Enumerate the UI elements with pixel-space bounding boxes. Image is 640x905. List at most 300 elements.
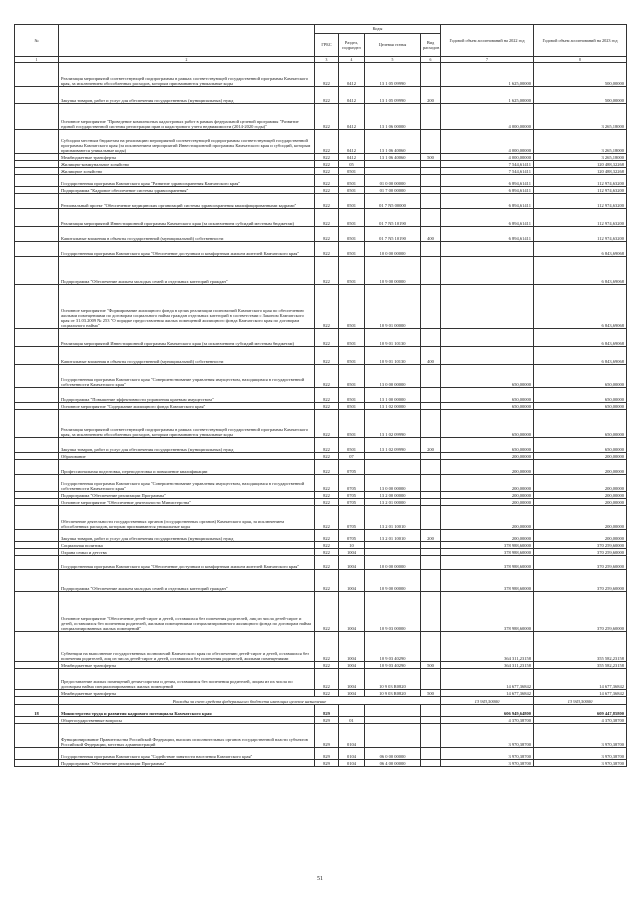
row-2023-cell: 650,00000 xyxy=(534,403,627,410)
row-grbs-cell: 822 xyxy=(315,530,339,542)
row-razdel-cell: 0705 xyxy=(339,506,365,530)
row-razdel-cell: 0412 xyxy=(339,130,365,154)
row-grbs-cell: 829 xyxy=(315,717,339,724)
table-row xyxy=(15,592,627,632)
index-cell: 8 xyxy=(534,57,627,63)
row-2022-cell: 650,00000 xyxy=(441,388,534,403)
row-2023-cell: 3 970,38700 xyxy=(534,748,627,760)
row-razdel-cell: 07 xyxy=(339,453,365,460)
table-row xyxy=(15,175,627,187)
row-grbs-cell: 822 xyxy=(315,227,339,242)
row-razdel-cell: 0412 xyxy=(339,154,365,161)
row-cs-cell: 13 1 02 00000 xyxy=(365,403,421,410)
row-razdel-cell: 0501 xyxy=(339,194,365,209)
table-row xyxy=(15,506,627,530)
row-grbs-cell: 822 xyxy=(315,130,339,154)
row-num-cell xyxy=(15,403,59,410)
row-cs-cell: 01 7 N5 10190 xyxy=(365,227,421,242)
row-grbs-cell: 822 xyxy=(315,104,339,130)
row-vr-cell xyxy=(421,209,441,227)
table-row xyxy=(15,669,627,690)
row-2022-cell: 7 544,61411 xyxy=(441,168,534,175)
row-num-cell xyxy=(15,530,59,542)
row-2023-cell: 14 677,36842 xyxy=(534,669,627,690)
row-grbs-cell: 822 xyxy=(315,175,339,187)
row-grbs-cell: 822 xyxy=(315,690,339,697)
row-razdel-cell: 05 xyxy=(339,161,365,168)
row-grbs-cell: 822 xyxy=(315,403,339,410)
note-section xyxy=(15,697,627,705)
row-2022-cell: 650,00000 xyxy=(441,403,534,410)
row-2022-cell: 650,00000 xyxy=(441,410,534,438)
row-2022-cell xyxy=(441,329,534,347)
row-2023-cell: 120 488,32268 xyxy=(534,168,627,175)
row-razdel-cell: 1004 xyxy=(339,669,365,690)
row-cs-cell: 13 0 00 00000 xyxy=(365,475,421,492)
row-num-cell xyxy=(15,130,59,154)
row-razdel-cell: 1004 xyxy=(339,556,365,570)
table-row xyxy=(15,717,627,724)
row-grbs-cell: 822 xyxy=(315,492,339,499)
row-name-cell: Субвенции на выполнение государственных полномочий Камчатского края по обеспечению детей-сирот и детей, оставшихся без попечения родителей, лиц из числа детей-сирот и детей, оставшихся без попечения родителей, жилыми помещениями xyxy=(59,632,315,662)
row-name-cell: Обеспечение деятельности государственных органов (государственных органов) Камчатского края, за исключением обособленных расходов, которым присваиваются уникальные коды xyxy=(59,506,315,530)
row-cs-cell: 13 0 00 00000 xyxy=(365,365,421,388)
row-grbs-cell: 822 xyxy=(315,506,339,530)
row-grbs-cell: 822 xyxy=(315,209,339,227)
note-num-cell xyxy=(15,697,59,705)
row-name-cell: Закупка товаров, работ и услуг для обеспечения государственных (муниципальных) нужд xyxy=(59,530,315,542)
row-name-cell: Государственная программа Камчатского края "Развитие здравоохранения Камчатского края" xyxy=(59,175,315,187)
federal-note-row xyxy=(15,697,627,705)
table-row xyxy=(15,724,627,748)
row-num-cell: 18 xyxy=(15,705,59,717)
row-grbs-cell: 822 xyxy=(315,460,339,475)
row-num-cell xyxy=(15,161,59,168)
row-num-cell xyxy=(15,662,59,669)
row-cs-cell xyxy=(365,549,421,556)
table-row xyxy=(15,632,627,662)
row-num-cell xyxy=(15,87,59,104)
row-razdel-cell: 0104 xyxy=(339,724,365,748)
row-vr-cell xyxy=(421,570,441,592)
row-name-cell: Подпрограмма "Повышение эффективности управления краевым имуществом" xyxy=(59,388,315,403)
row-vr-cell xyxy=(421,194,441,209)
table-row xyxy=(15,187,627,194)
row-name-cell: Региональный проект "Обеспечение медицинских организаций системы здравоохранения квалифицированными кадрами" xyxy=(59,194,315,209)
table-row xyxy=(15,403,627,410)
row-razdel-cell: 1004 xyxy=(339,662,365,669)
row-cs-cell: 13 1 02 09990 xyxy=(365,438,421,453)
row-grbs-cell: 822 xyxy=(315,388,339,403)
table-row xyxy=(15,570,627,592)
table-row xyxy=(15,227,627,242)
row-2022-cell: 3 970,38700 xyxy=(441,748,534,760)
row-vr-cell xyxy=(421,492,441,499)
row-cs-cell: 10 9 01 00000 xyxy=(365,285,421,329)
row-num-cell xyxy=(15,499,59,506)
row-num-cell xyxy=(15,168,59,175)
row-razdel-cell: 0705 xyxy=(339,492,365,499)
row-num-cell xyxy=(15,632,59,662)
index-cell: 1 xyxy=(15,57,59,63)
table-row xyxy=(15,104,627,130)
row-grbs-cell: 822 xyxy=(315,87,339,104)
index-cell: 2 xyxy=(59,57,315,63)
row-vr-cell: 400 xyxy=(421,347,441,365)
row-vr-cell: 500 xyxy=(421,690,441,697)
row-vr-cell xyxy=(421,724,441,748)
row-2023-cell: 650,00000 xyxy=(534,365,627,388)
row-vr-cell xyxy=(421,63,441,87)
col-razdel-header: Раздел, подраздел xyxy=(339,34,365,57)
table-row xyxy=(15,705,627,717)
table-row xyxy=(15,87,627,104)
row-razdel-cell: 0705 xyxy=(339,530,365,542)
row-num-cell xyxy=(15,438,59,453)
row-2023-cell: 3 265,18000 xyxy=(534,154,627,161)
row-num-cell xyxy=(15,63,59,87)
table-row xyxy=(15,556,627,570)
row-vr-cell: 500 xyxy=(421,154,441,161)
row-name-cell: Основное мероприятие "Обеспечение детей-сирот и детей, оставшихся без попечения родителей, лиц из числа детей-сирот и детей, оставшихся без попечения родителей, жилыми помещениями специализированного жилищного фонда по договорам найма специализированных жилых помещений" xyxy=(59,592,315,632)
row-2023-cell: 500,00000 xyxy=(534,87,627,104)
row-2022-cell: 4 370,38700 xyxy=(441,717,534,724)
row-2022-cell xyxy=(441,285,534,329)
row-name-cell: Государственная программа Камчатского края "Совершенствование управления имуществом, находящимся в государственной собственности Камчатского края" xyxy=(59,475,315,492)
table-row xyxy=(15,530,627,542)
row-cs-cell: 10 9 03 40290 xyxy=(365,632,421,662)
row-razdel-cell: 0501 xyxy=(339,175,365,187)
row-num-cell xyxy=(15,410,59,438)
row-grbs-cell: 822 xyxy=(315,242,339,257)
row-grbs-cell: 822 xyxy=(315,662,339,669)
row-name-cell: Социальная политика xyxy=(59,542,315,549)
row-name-cell: Подпрограмма "Кадровое обеспечение системы здравоохранения" xyxy=(59,187,315,194)
row-name-cell: Реализация мероприятий Инвестиционной программы Камчатского края (за исключением субсидий местным бюджетам) xyxy=(59,209,315,227)
row-cs-cell: 01 0 00 00000 xyxy=(365,175,421,187)
row-num-cell xyxy=(15,690,59,697)
row-2022-cell: 6 894,61411 xyxy=(441,209,534,227)
table-row xyxy=(15,453,627,460)
row-vr-cell: 200 xyxy=(421,87,441,104)
row-vr-cell xyxy=(421,592,441,632)
row-2022-cell: 6 894,61411 xyxy=(441,175,534,187)
row-grbs-cell: 829 xyxy=(315,760,339,767)
table-row xyxy=(15,130,627,154)
row-num-cell xyxy=(15,475,59,492)
row-razdel-cell: 0501 xyxy=(339,365,365,388)
row-razdel-cell: 0501 xyxy=(339,347,365,365)
row-cs-cell: 13 1 02 09990 xyxy=(365,410,421,438)
row-num-cell xyxy=(15,285,59,329)
row-cs-cell: 13 2 01 00000 xyxy=(365,499,421,506)
row-vr-cell: 400 xyxy=(421,227,441,242)
row-name-cell: Жилищное хозяйство xyxy=(59,168,315,175)
row-2023-cell: 3 970,38700 xyxy=(534,760,627,767)
row-vr-cell xyxy=(421,453,441,460)
row-vr-cell: 200 xyxy=(421,530,441,542)
row-cs-cell: 01 7 00 00000 xyxy=(365,187,421,194)
row-vr-cell xyxy=(421,130,441,154)
row-2023-cell: 6 843,69068 xyxy=(534,347,627,365)
row-grbs-cell: 822 xyxy=(315,499,339,506)
row-2023-cell: 120 488,32268 xyxy=(534,161,627,168)
index-cell: 3 xyxy=(315,57,339,63)
row-name-cell: Охрана семьи и детства xyxy=(59,549,315,556)
row-cs-cell xyxy=(365,542,421,549)
row-cs-cell: 13 2 01 10010 xyxy=(365,506,421,530)
row-grbs-cell: 822 xyxy=(315,669,339,690)
row-2022-cell: 650,00000 xyxy=(441,365,534,388)
row-2023-cell: 112 974,63200 xyxy=(534,187,627,194)
row-num-cell xyxy=(15,347,59,365)
table-row xyxy=(15,347,627,365)
row-razdel-cell: 0501 xyxy=(339,209,365,227)
table-header xyxy=(15,25,627,63)
index-cell: 5 xyxy=(365,57,421,63)
row-grbs-cell: 822 xyxy=(315,154,339,161)
row-cs-cell xyxy=(365,161,421,168)
table-row xyxy=(15,168,627,175)
row-cs-cell: 06 0 00 00000 xyxy=(365,748,421,760)
row-name-cell: Подпрограмма "Обеспечение реализации Программы" xyxy=(59,760,315,767)
row-vr-cell xyxy=(421,410,441,438)
row-2022-cell: 14 677,36842 xyxy=(441,669,534,690)
row-2022-cell xyxy=(441,242,534,257)
row-vr-cell xyxy=(421,748,441,760)
row-cs-cell: 13 2 00 00000 xyxy=(365,492,421,499)
row-cs-cell: 10 0 00 00000 xyxy=(365,242,421,257)
col-grbs-header: ГРБС xyxy=(315,34,339,57)
row-grbs-cell: 822 xyxy=(315,329,339,347)
row-2022-cell: 3 970,38700 xyxy=(441,760,534,767)
row-razdel-cell: 0104 xyxy=(339,748,365,760)
row-2022-cell: 200,00000 xyxy=(441,530,534,542)
row-razdel-cell: 0104 xyxy=(339,760,365,767)
row-razdel-cell: 0501 xyxy=(339,285,365,329)
row-2023-cell: 355 582,23158 xyxy=(534,662,627,669)
row-2023-cell: 370 259,60000 xyxy=(534,570,627,592)
row-cs-cell: 06 4 00 00000 xyxy=(365,760,421,767)
row-grbs-cell: 829 xyxy=(315,705,339,717)
row-2023-cell: 3 265,18000 xyxy=(534,104,627,130)
row-2023-cell: 650,00000 xyxy=(534,438,627,453)
table-row xyxy=(15,410,627,438)
row-cs-cell: 13 1 05 09990 xyxy=(365,63,421,87)
row-grbs-cell: 822 xyxy=(315,347,339,365)
row-razdel-cell: 0501 xyxy=(339,403,365,410)
row-vr-cell xyxy=(421,257,441,285)
row-cs-cell xyxy=(365,460,421,475)
row-grbs-cell: 822 xyxy=(315,438,339,453)
table-row xyxy=(15,760,627,767)
row-2023-cell: 4 370,38700 xyxy=(534,717,627,724)
row-num-cell xyxy=(15,748,59,760)
table-row xyxy=(15,194,627,209)
row-2022-cell: 200,00000 xyxy=(441,475,534,492)
row-vr-cell: 500 xyxy=(421,662,441,669)
row-2022-cell: 378 988,60000 xyxy=(441,592,534,632)
row-num-cell xyxy=(15,194,59,209)
row-razdel-cell: 1004 xyxy=(339,592,365,632)
row-razdel-cell: 1004 xyxy=(339,549,365,556)
row-num-cell xyxy=(15,257,59,285)
row-2022-cell xyxy=(441,347,534,365)
row-2023-cell: 370 259,60000 xyxy=(534,556,627,570)
row-2023-cell: 500,00000 xyxy=(534,63,627,87)
table-row xyxy=(15,242,627,257)
row-2023-cell: 370 259,60000 xyxy=(534,592,627,632)
col-vr-header: Вид расходов xyxy=(421,34,441,57)
table-row xyxy=(15,63,627,87)
row-razdel-cell: 01 xyxy=(339,717,365,724)
row-vr-cell xyxy=(421,365,441,388)
row-name-cell: Реализация мероприятий Инвестиционной программы Камчатского края (за исключением субсидий местным бюджетам) xyxy=(59,329,315,347)
row-name-cell: Закупка товаров, работ и услуг для обеспечения государственных (муниципальных) нужд xyxy=(59,87,315,104)
row-cs-cell: 13 1 00 00000 xyxy=(365,388,421,403)
row-2022-cell: 378 988,60000 xyxy=(441,542,534,549)
col-cs-header: Целевая статья xyxy=(365,34,421,57)
budget-sheet xyxy=(14,24,626,767)
row-num-cell xyxy=(15,570,59,592)
row-cs-cell: 10 9 03 00000 xyxy=(365,592,421,632)
row-name-cell: Подпрограмма "Обеспечение жильем молодых семей и отдельных категорий граждан" xyxy=(59,257,315,285)
row-name-cell: Межбюджетные трансферты xyxy=(59,154,315,161)
table-row xyxy=(15,475,627,492)
row-num-cell xyxy=(15,542,59,549)
row-2022-cell: 606 949,64800 xyxy=(441,705,534,717)
row-name-cell: Государственная программа Камчатского края "Обеспечение доступным и комфортным жильем жителей Камчатского края" xyxy=(59,556,315,570)
row-razdel-cell: 0501 xyxy=(339,187,365,194)
table-row xyxy=(15,438,627,453)
row-vr-cell xyxy=(421,161,441,168)
row-cs-cell: 13 1 06 00000 xyxy=(365,104,421,130)
row-cs-cell: 13 2 01 10010 xyxy=(365,530,421,542)
row-vr-cell: 200 xyxy=(421,438,441,453)
row-name-cell: Государственная программа Камчатского края "Совершенствование управления имуществом, находящимся в государственной собственности Камчатского края" xyxy=(59,365,315,388)
row-grbs-cell: 822 xyxy=(315,257,339,285)
row-name-cell: Профессиональная подготовка, переподготовка и повышение квалификации xyxy=(59,460,315,475)
table-row xyxy=(15,329,627,347)
row-2022-cell: 1 625,00000 xyxy=(441,87,534,104)
row-vr-cell xyxy=(421,499,441,506)
row-cs-cell: 10 9 00 00000 xyxy=(365,570,421,592)
row-2022-cell: 6 894,61411 xyxy=(441,187,534,194)
row-2022-cell: 200,00000 xyxy=(441,492,534,499)
row-2022-cell: 364 311,23158 xyxy=(441,632,534,662)
row-name-cell: Капитальные вложения в объекты государственной (муниципальной) собственности xyxy=(59,227,315,242)
federal-note-text: Расходы за счет средств федерального бюджета имеющих целевое назначение xyxy=(59,697,441,705)
row-name-cell: Межбюджетные трансферты xyxy=(59,662,315,669)
row-razdel-cell: 0412 xyxy=(339,87,365,104)
row-grbs-cell: 822 xyxy=(315,453,339,460)
row-2023-cell: 6 843,69068 xyxy=(534,285,627,329)
row-cs-cell xyxy=(365,705,421,717)
row-name-cell: Реализация мероприятий соответствующей подпрограммы в рамках соответствующей государственной программы Камчатского края, за исключением обособленных расходов, которым присваиваются уникальные коды xyxy=(59,410,315,438)
row-vr-cell xyxy=(421,175,441,187)
row-razdel-cell: 0501 xyxy=(339,227,365,242)
row-2022-cell: 364 311,23158 xyxy=(441,662,534,669)
row-2023-cell: 370 259,60000 xyxy=(534,549,627,556)
row-razdel-cell: 0501 xyxy=(339,410,365,438)
row-grbs-cell: 829 xyxy=(315,748,339,760)
row-name-cell: Министерство труда и развития кадрового потенциала Камчатского края xyxy=(59,705,315,717)
row-num-cell xyxy=(15,242,59,257)
row-2023-cell: 200,00000 xyxy=(534,506,627,530)
table-row xyxy=(15,542,627,549)
table-row xyxy=(15,365,627,388)
row-cs-cell: 13 1 06 40060 xyxy=(365,130,421,154)
row-grbs-cell: 822 xyxy=(315,542,339,549)
row-num-cell xyxy=(15,329,59,347)
row-name-cell: Основное мероприятие "Обеспечение деятельности Министерства" xyxy=(59,499,315,506)
federal-note-2022: 13 943,50000 xyxy=(441,697,534,705)
row-2022-cell: 6 894,61411 xyxy=(441,194,534,209)
row-vr-cell xyxy=(421,242,441,257)
row-2022-cell: 200,00000 xyxy=(441,460,534,475)
table-row xyxy=(15,285,627,329)
row-name-cell: Основное мероприятие "Формирование жилищного фонда в целях реализации полномочий Камчатского края по обеспечению жилыми помещениями по договорам социального найма граждан отдельных категорий в соответствии с Законом Камчатского края от 31.03.2009 № 253 "О порядке предоставления жилых помещений жилищного фонда Камчатского края по договорам социального найма" xyxy=(59,285,315,329)
row-name-cell: Предоставление жилых помещений детям-сиротам и детям, оставшимся без попечения родителей, лицам из их числа по договорам найма специализированных жилых помещений xyxy=(59,669,315,690)
row-vr-cell xyxy=(421,187,441,194)
row-num-cell xyxy=(15,209,59,227)
row-vr-cell xyxy=(421,632,441,662)
row-2022-cell xyxy=(441,257,534,285)
row-vr-cell xyxy=(421,549,441,556)
page-number: 51 xyxy=(317,876,323,882)
row-vr-cell xyxy=(421,717,441,724)
row-grbs-cell: 822 xyxy=(315,549,339,556)
row-cs-cell: 10 9 00 00000 xyxy=(365,257,421,285)
col-name-header xyxy=(59,25,315,57)
row-cs-cell: 13 1 06 40060 xyxy=(365,154,421,161)
row-2023-cell: 370 259,60000 xyxy=(534,542,627,549)
row-grbs-cell: 822 xyxy=(315,632,339,662)
row-grbs-cell: 822 xyxy=(315,556,339,570)
row-name-cell: Субсидии местным бюджетам на реализацию мероприятий соответствующей подпрограммы соответствующей государственной программы Камчатского края (за исключением мероприятий Инвестиционной программы Камчатского края и субсидий, которым присваиваются уникальные коды) xyxy=(59,130,315,154)
row-num-cell xyxy=(15,365,59,388)
table-row xyxy=(15,388,627,403)
row-cs-cell: 10 9 01 10130 xyxy=(365,347,421,365)
federal-note-2023: 13 943,50000 xyxy=(534,697,627,705)
row-cs-cell: 01 7 N5 10190 xyxy=(365,209,421,227)
row-num-cell xyxy=(15,724,59,748)
row-razdel-cell: 10 xyxy=(339,542,365,549)
col-2023-header: Годовой объем ассигнований на 2023 год xyxy=(534,25,627,57)
row-name-cell: Образование xyxy=(59,453,315,460)
row-grbs-cell: 822 xyxy=(315,365,339,388)
row-razdel-cell: 0501 xyxy=(339,168,365,175)
table-row xyxy=(15,499,627,506)
row-2022-cell: 650,00000 xyxy=(441,438,534,453)
row-2022-cell: 4 000,00000 xyxy=(441,154,534,161)
row-razdel-cell: 0501 xyxy=(339,438,365,453)
row-grbs-cell: 822 xyxy=(315,592,339,632)
row-2023-cell: 200,00000 xyxy=(534,499,627,506)
row-grbs-cell: 822 xyxy=(315,161,339,168)
row-2023-cell: 609 447,85800 xyxy=(534,705,627,717)
col-num-header: № xyxy=(15,25,59,57)
table-row xyxy=(15,161,627,168)
row-cs-cell: 10 9 03 R0820 xyxy=(365,669,421,690)
index-cell: 6 xyxy=(421,57,441,63)
row-razdel-cell: 0412 xyxy=(339,104,365,130)
row-2023-cell: 200,00000 xyxy=(534,453,627,460)
row-name-cell: Основное мероприятие "Проведение комплексных кадастровых работ в рамках федеральной целевой программы "Развитие единой государственной системы регистрации прав и кадастрового учета недвижимости (2014-2020 годы)" xyxy=(59,104,315,130)
row-2022-cell: 378 988,60000 xyxy=(441,556,534,570)
row-2023-cell: 200,00000 xyxy=(534,530,627,542)
row-2022-cell: 1 625,00000 xyxy=(441,63,534,87)
